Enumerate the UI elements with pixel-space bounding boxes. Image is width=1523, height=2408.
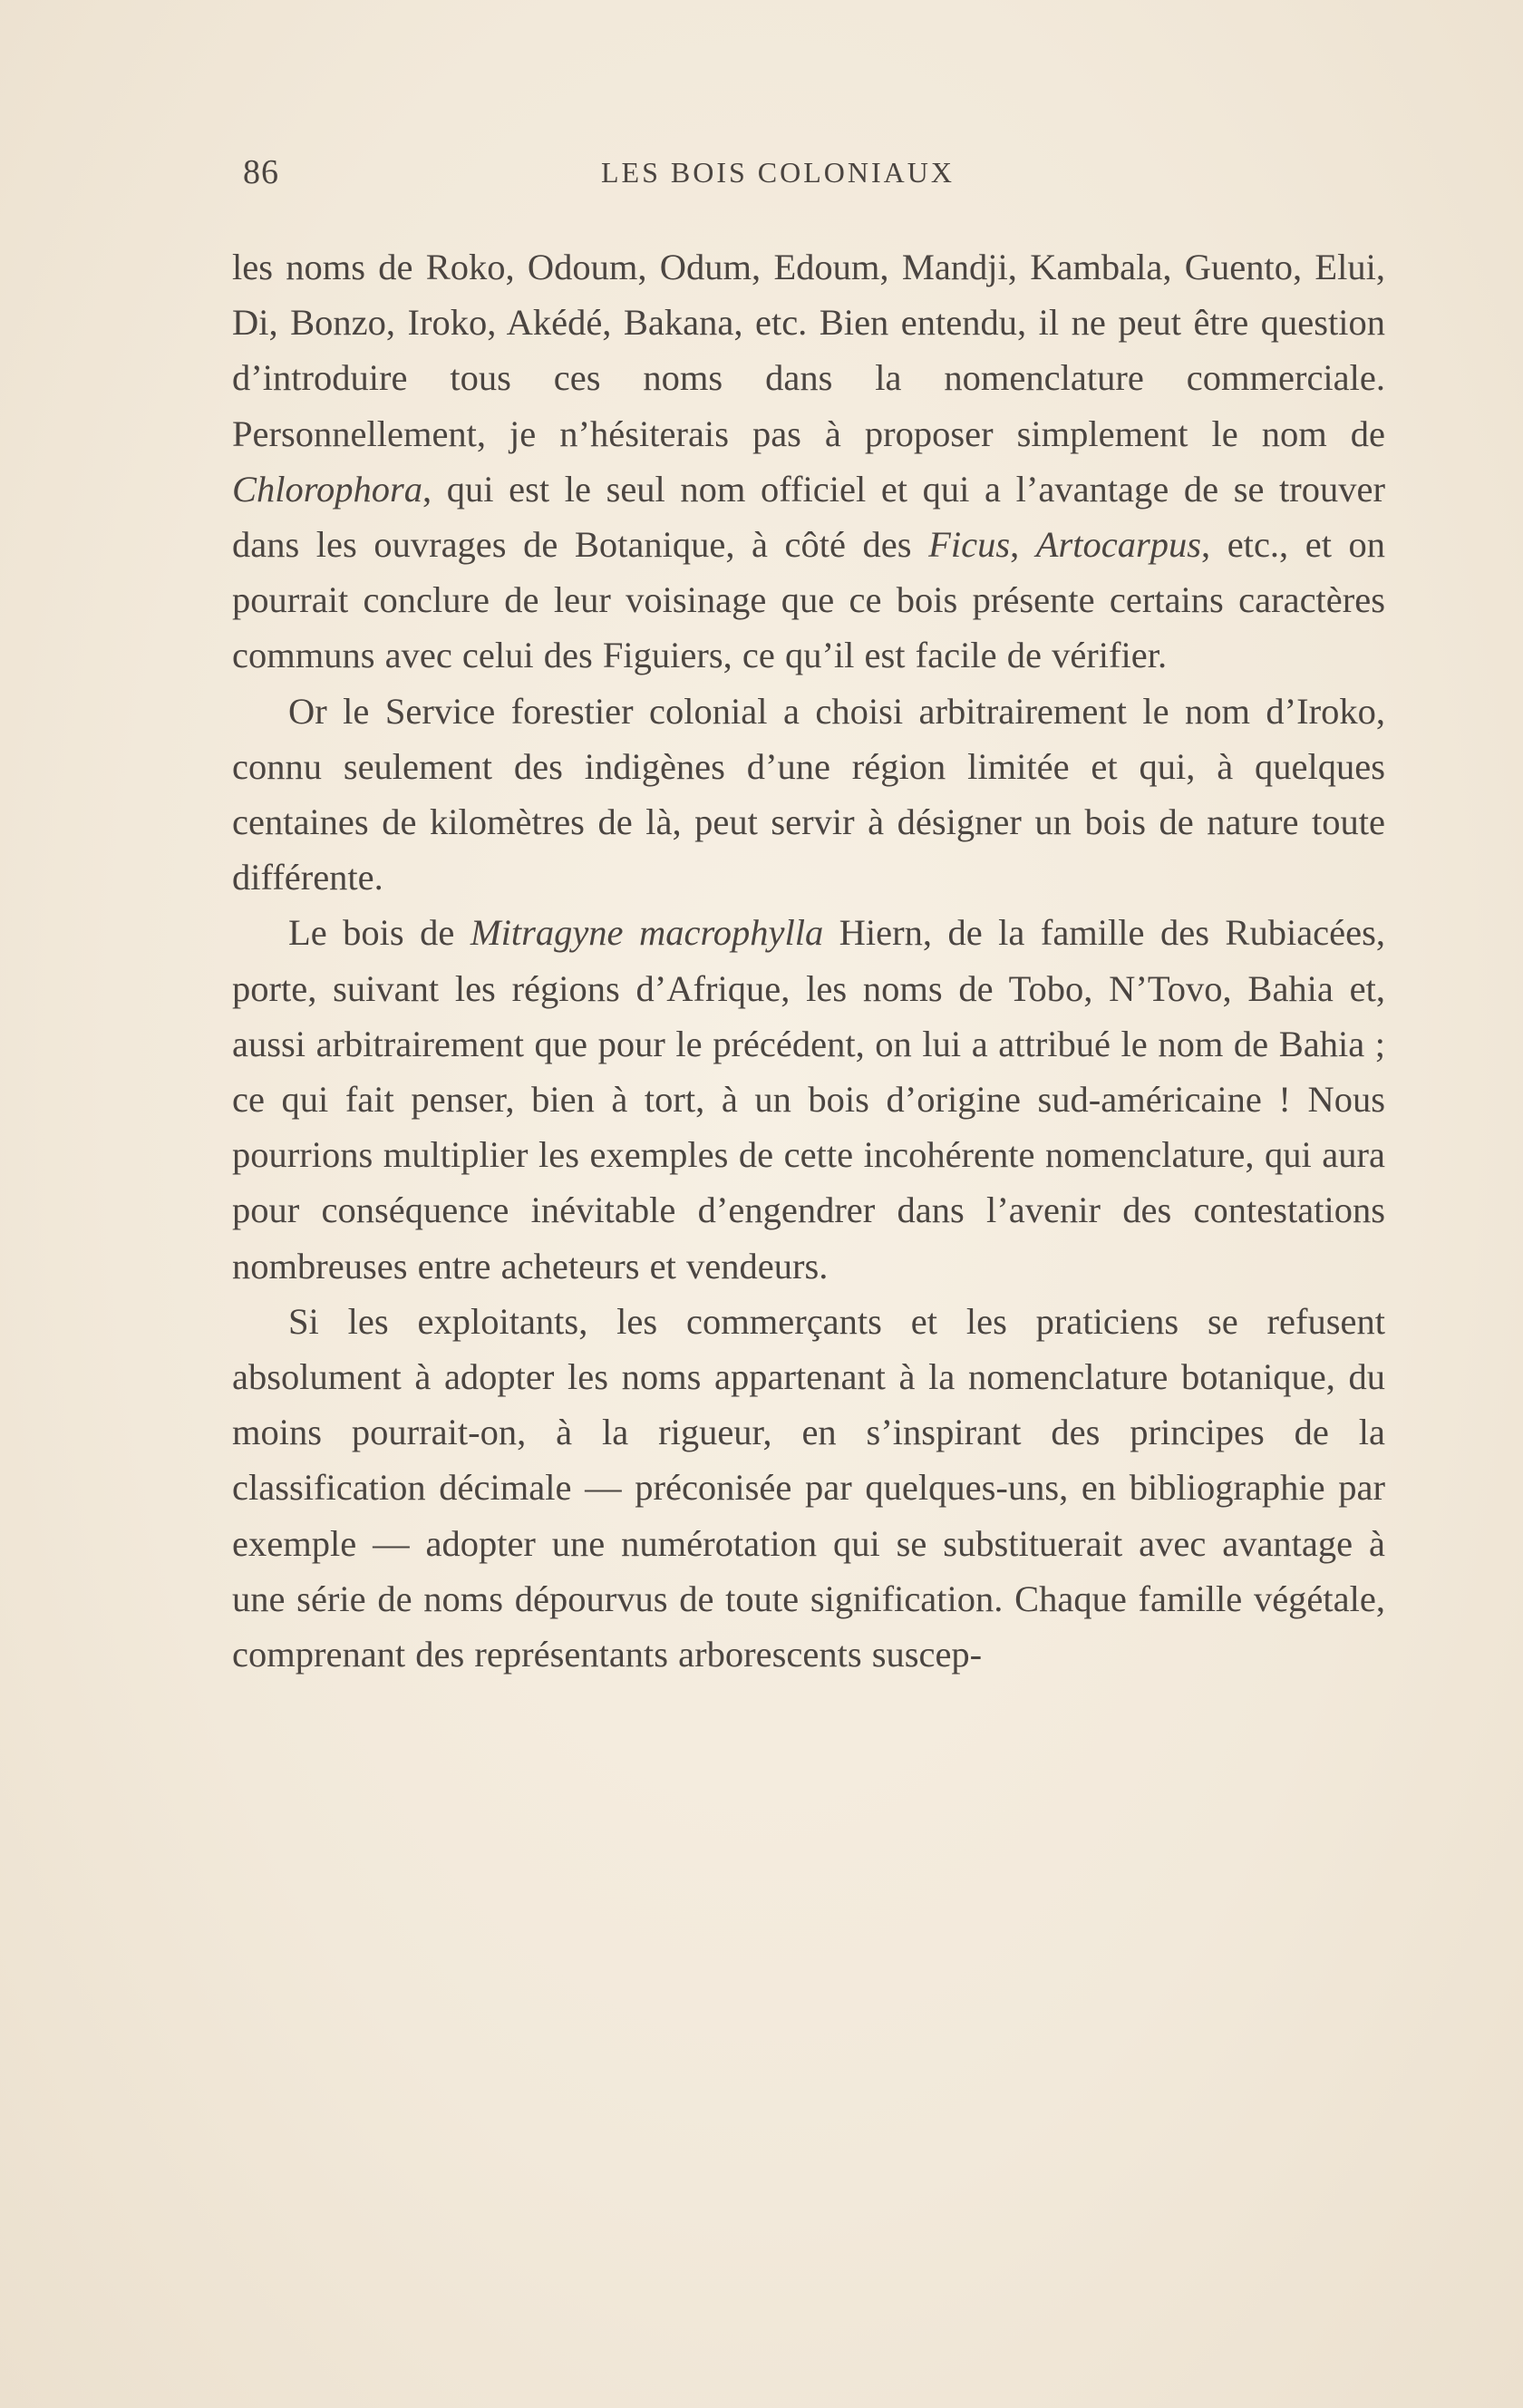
paragraph <box>232 1294 1385 1682</box>
paragraph <box>232 905 1385 1293</box>
italic-term: Chlorophora <box>232 468 423 510</box>
text-segment: Or le Service forestier colonial a choisi arbitrairement le nom d’Iroko, connu seulement des indigènes d’une région limitée et qui, à quelques centaines de kilomètres de là, peut servir à désigner un bois de nature toute différente. <box>232 690 1385 898</box>
paragraph <box>232 239 1385 684</box>
paragraph <box>232 684 1385 906</box>
page-number: 86 <box>243 153 279 191</box>
text-segment: Si les exploitants, les commerçants et les praticiens se refusent absolument à adopter les noms appartenant à la nomenclature botanique, du moins pourrait-on, à la rigueur, en s’inspirant des principes de la classification décimale — préconisée par quelques-uns, en bibliographie par exemple — adopter une numérotation qui se substituerait avec avantage à une série de noms dépourvus de toute signification. Chaque famille végétale, comprenant des représentants arborescents suscep- <box>232 1300 1385 1675</box>
page-header <box>243 152 1385 207</box>
italic-term: Ficus <box>928 524 1011 566</box>
running-title: LES BOIS COLONIAUX <box>601 156 955 189</box>
italic-term: Mitragyne macrophylla <box>470 912 824 954</box>
text-segment: les noms de Roko, Odoum, Odum, Edoum, Mandji, Kambala, Guento, Elui, Di, Bonzo, Iroko, Akédé, Bakana, etc. Bien entendu, il ne peut être question d’introduire tous ces noms dans la nomenclature commerciale. Personnellement, je n’hésiterais pas à proposer simplement le nom de <box>232 247 1385 454</box>
text-segment: , <box>1010 524 1036 566</box>
italic-term: Artocarpus <box>1035 524 1202 566</box>
text-segment: Hiern, de la famille des Rubiacées, porte, suivant les régions d’Afrique, les noms de Tobo, N’Tovo, Bahia et, aussi arbitrairement que pour le précédent, on lui a attribué le nom de Bahia ; ce qui fait penser, bien à tort, à un bois d’origine sud-américaine ! Nous pourrions multiplier les exemples de cette incohérente nomenclature, qui aura pour conséquence inévitable d’engendrer dans l’avenir des contestations nombreuses entre acheteurs et vendeurs. <box>232 912 1385 1287</box>
text-segment: Le bois de <box>288 912 470 954</box>
text-segment: , qui est le seul nom officiel et qui a l’avantage de se trouver dans les ouvrages de Botanique, à côté des <box>232 468 1385 566</box>
text-segment: , etc., et on pourrait conclure de leur voisinage que ce bois présente certains caractères communs avec celui des Figuiers, ce qu’il est facile de vérifier. <box>232 524 1386 676</box>
body-text <box>232 239 1385 1682</box>
